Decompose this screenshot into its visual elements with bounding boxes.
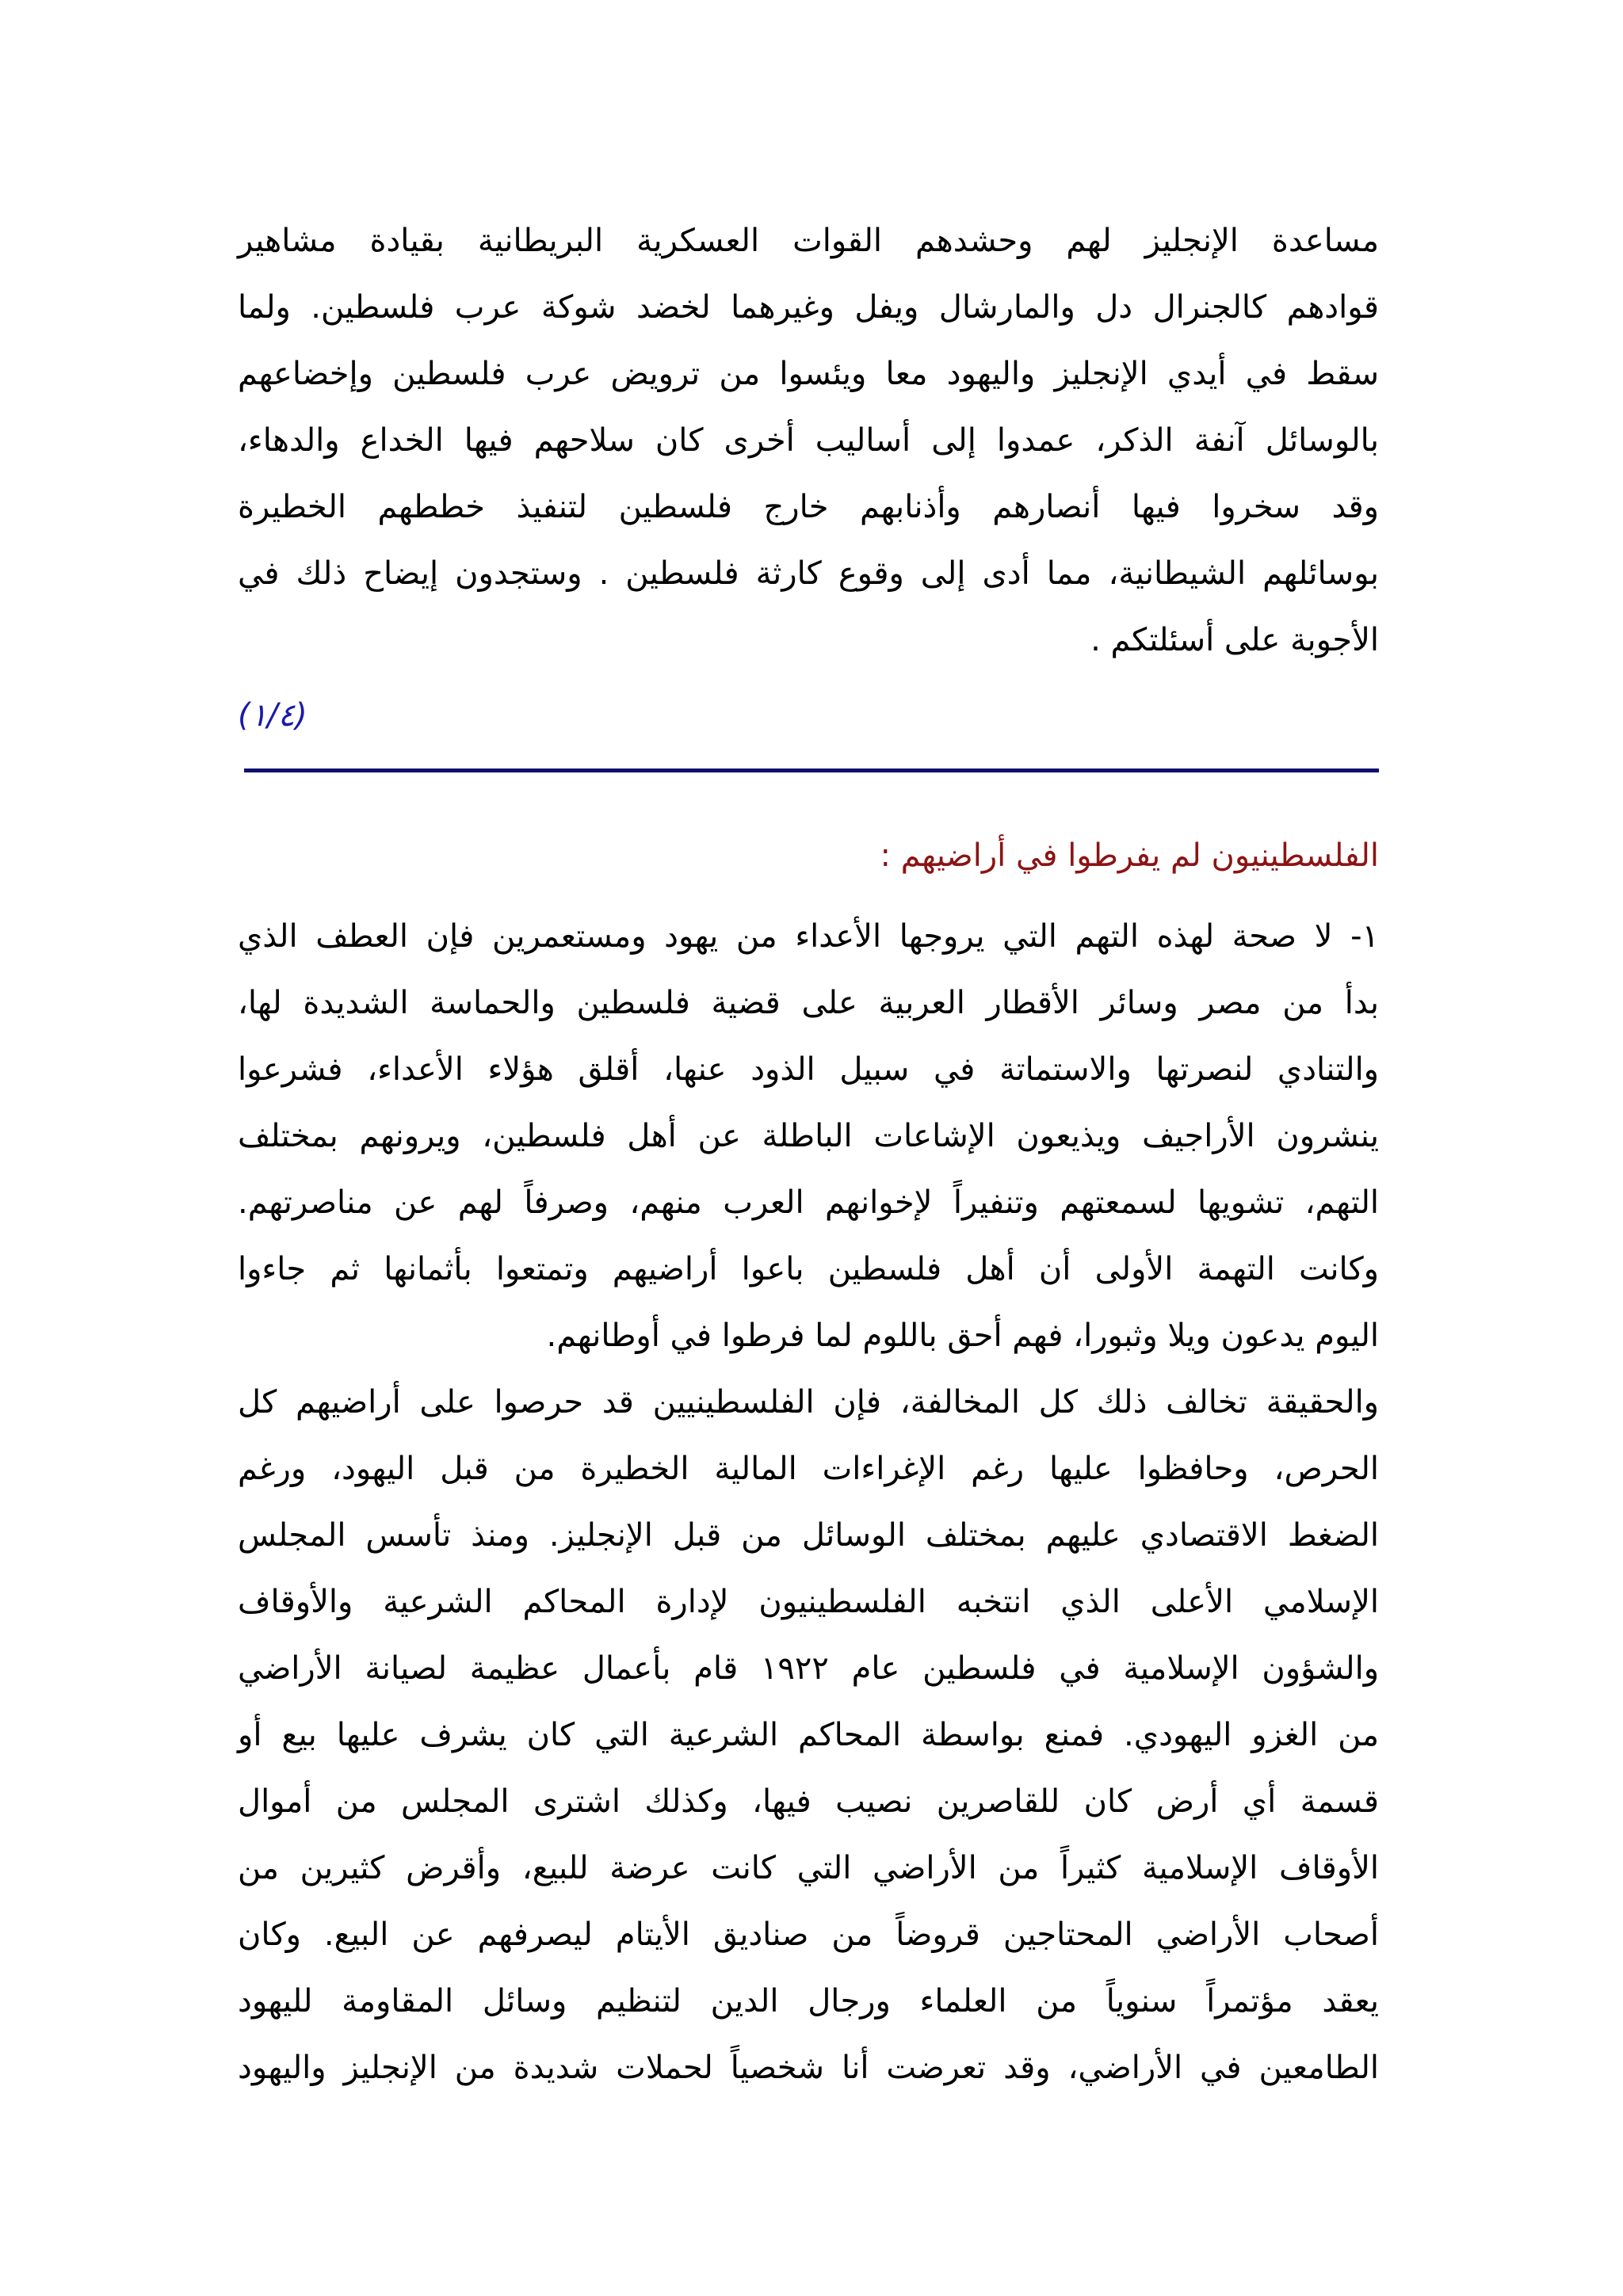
- text-line: وقد سخروا فيها أنصارهم وأذنابهم خارج فلسطين لتنفيذ خططهم الخطيرة: [238, 489, 1379, 525]
- text-line: الضغط الاقتصادي عليهم بمختلف الوسائل من قبل الإنجليز. ومنذ تأسس المجلس: [238, 1517, 1379, 1554]
- text-line: بوسائلهم الشيطانية، مما أدى إلى وقوع كارثة فلسطين . وستجدون إيضاح ذلك في: [238, 555, 1379, 592]
- text-line: الإسلامي الأعلى الذي انتخبه الفلسطينيون لإدارة المحاكم الشرعية والأوقاف: [238, 1584, 1379, 1620]
- section-heading: الفلسطينيون لم يفرطوا في أراضيهم :: [880, 837, 1379, 874]
- text-line: من الغزو اليهودي. فمنع بواسطة المحاكم الشرعية التي كان يشرف عليها بيع أو: [238, 1717, 1379, 1753]
- text-line: قوادهم كالجنرال دل والمارشال ويفل وغيرهما لخضد شوكة عرب فلسطين. ولما: [238, 289, 1379, 326]
- text-line: ينشرون الأراجيف ويذيعون الإشاعات الباطلة عن أهل فلسطين، ويرونهم بمختلف: [238, 1118, 1379, 1154]
- text-line: الأوقاف الإسلامية كثيراً من الأراضي التي كانت عرضة للبيع، وأقرض كثيرين من: [238, 1850, 1379, 1886]
- text-line: الحرص، وحافظوا عليها رغم الإغراءات المالية الخطيرة من قبل اليهود، ورغم: [238, 1451, 1379, 1487]
- text-line: مساعدة الإنجليز لهم وحشدهم القوات العسكرية البريطانية بقيادة مشاهير: [238, 223, 1379, 259]
- page-reference: (١/٤): [238, 697, 307, 734]
- section-divider: [244, 769, 1379, 772]
- text-line: اليوم يدعون ويلا وثبورا، فهم أحق باللوم لما فرطوا في أوطانهم.: [546, 1318, 1379, 1354]
- text-line: ١- لا صحة لهذه التهم التي يروجها الأعداء من يهود ومستعمرين فإن العطف الذي: [238, 918, 1379, 955]
- text-line: وكانت التهمة الأولى أن أهل فلسطين باعوا أراضيهم وتمتعوا بأثمانها ثم جاءوا: [238, 1251, 1379, 1287]
- text-line: قسمة أي أرض كان للقاصرين نصيب فيها، وكذلك اشترى المجلس من أموال: [238, 1783, 1379, 1820]
- text-line: سقط في أيدي الإنجليز واليهود معا ويئسوا من ترويض عرب فلسطين وإخضاعهم: [238, 356, 1379, 392]
- text-line: بدأ من مصر وسائر الأقطار العربية على قضية فلسطين والحماسة الشديدة لها،: [238, 985, 1379, 1021]
- text-line: أصحاب الأراضي المحتاجين قروضاً من صناديق الأيتام ليصرفهم عن البيع. وكان: [238, 1917, 1379, 1953]
- text-line: يعقد مؤتمراً سنوياً من العلماء ورجال الدين لتنظيم وسائل المقاومة لليهود: [238, 1983, 1379, 2019]
- text-line: والتنادي لنصرتها والاستماتة في سبيل الذود عنها، أقلق هؤلاء الأعداء، فشرعوا: [238, 1051, 1379, 1088]
- text-line: والشؤون الإسلامية في فلسطين عام ١٩٢٢ قام بأعمال عظيمة لصيانة الأراضي: [238, 1650, 1380, 1687]
- text-line: بالوسائل آنفة الذكر، عمدوا إلى أساليب أخرى كان سلاحهم فيها الخداع والدهاء،: [238, 422, 1379, 459]
- text-line: الأجوبة على أسئلتكم .: [1090, 622, 1379, 658]
- intro-paragraph: [238, 208, 1379, 673]
- text-line: والحقيقة تخالف ذلك كل المخالفة، فإن الفلسطينيين قد حرصوا على أراضيهم كل: [238, 1384, 1379, 1421]
- text-line: التهم، تشويها لسمعتهم وتنفيراً لإخوانهم العرب منهم، وصرفاً لهم عن مناصرتهم.: [238, 1184, 1379, 1221]
- text-line: الطامعين في الأراضي، وقد تعرضت أنا شخصياً لحملات شديدة من الإنجليز واليهود: [238, 2050, 1379, 2086]
- section-body: [238, 903, 1379, 2101]
